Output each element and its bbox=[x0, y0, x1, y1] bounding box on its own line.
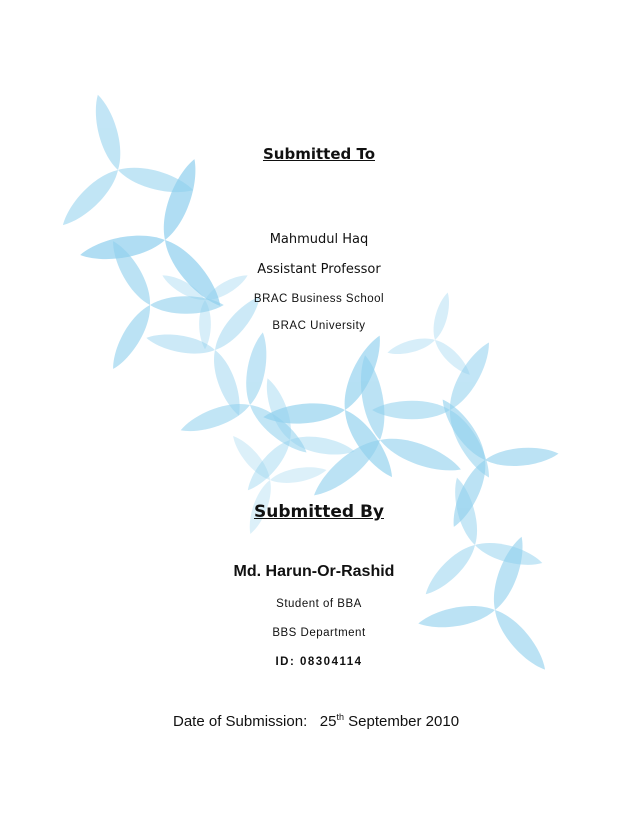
submission-date bbox=[173, 712, 459, 730]
submission-month-year: September 2010 bbox=[348, 713, 460, 730]
submission-day-suffix: th bbox=[336, 712, 344, 722]
advisor-title: Assistant Professor bbox=[257, 262, 381, 277]
student-name: Md. Harun-Or-Rashid bbox=[233, 563, 395, 580]
advisor-university: BRAC University bbox=[272, 320, 366, 332]
student-department: BBS Department bbox=[272, 627, 366, 639]
submission-date-label: Date of Submission: bbox=[173, 713, 308, 730]
submitted-by-heading: Submitted By bbox=[254, 502, 384, 522]
student-id: ID: 08304114 bbox=[275, 656, 363, 668]
submitted-to-heading: Submitted To bbox=[262, 145, 375, 163]
advisor-name: Mahmudul Haq bbox=[269, 232, 369, 247]
student-role: Student of BBA bbox=[276, 598, 362, 610]
advisor-school: BRAC Business School bbox=[253, 293, 385, 305]
submission-day: 25 bbox=[319, 713, 337, 730]
